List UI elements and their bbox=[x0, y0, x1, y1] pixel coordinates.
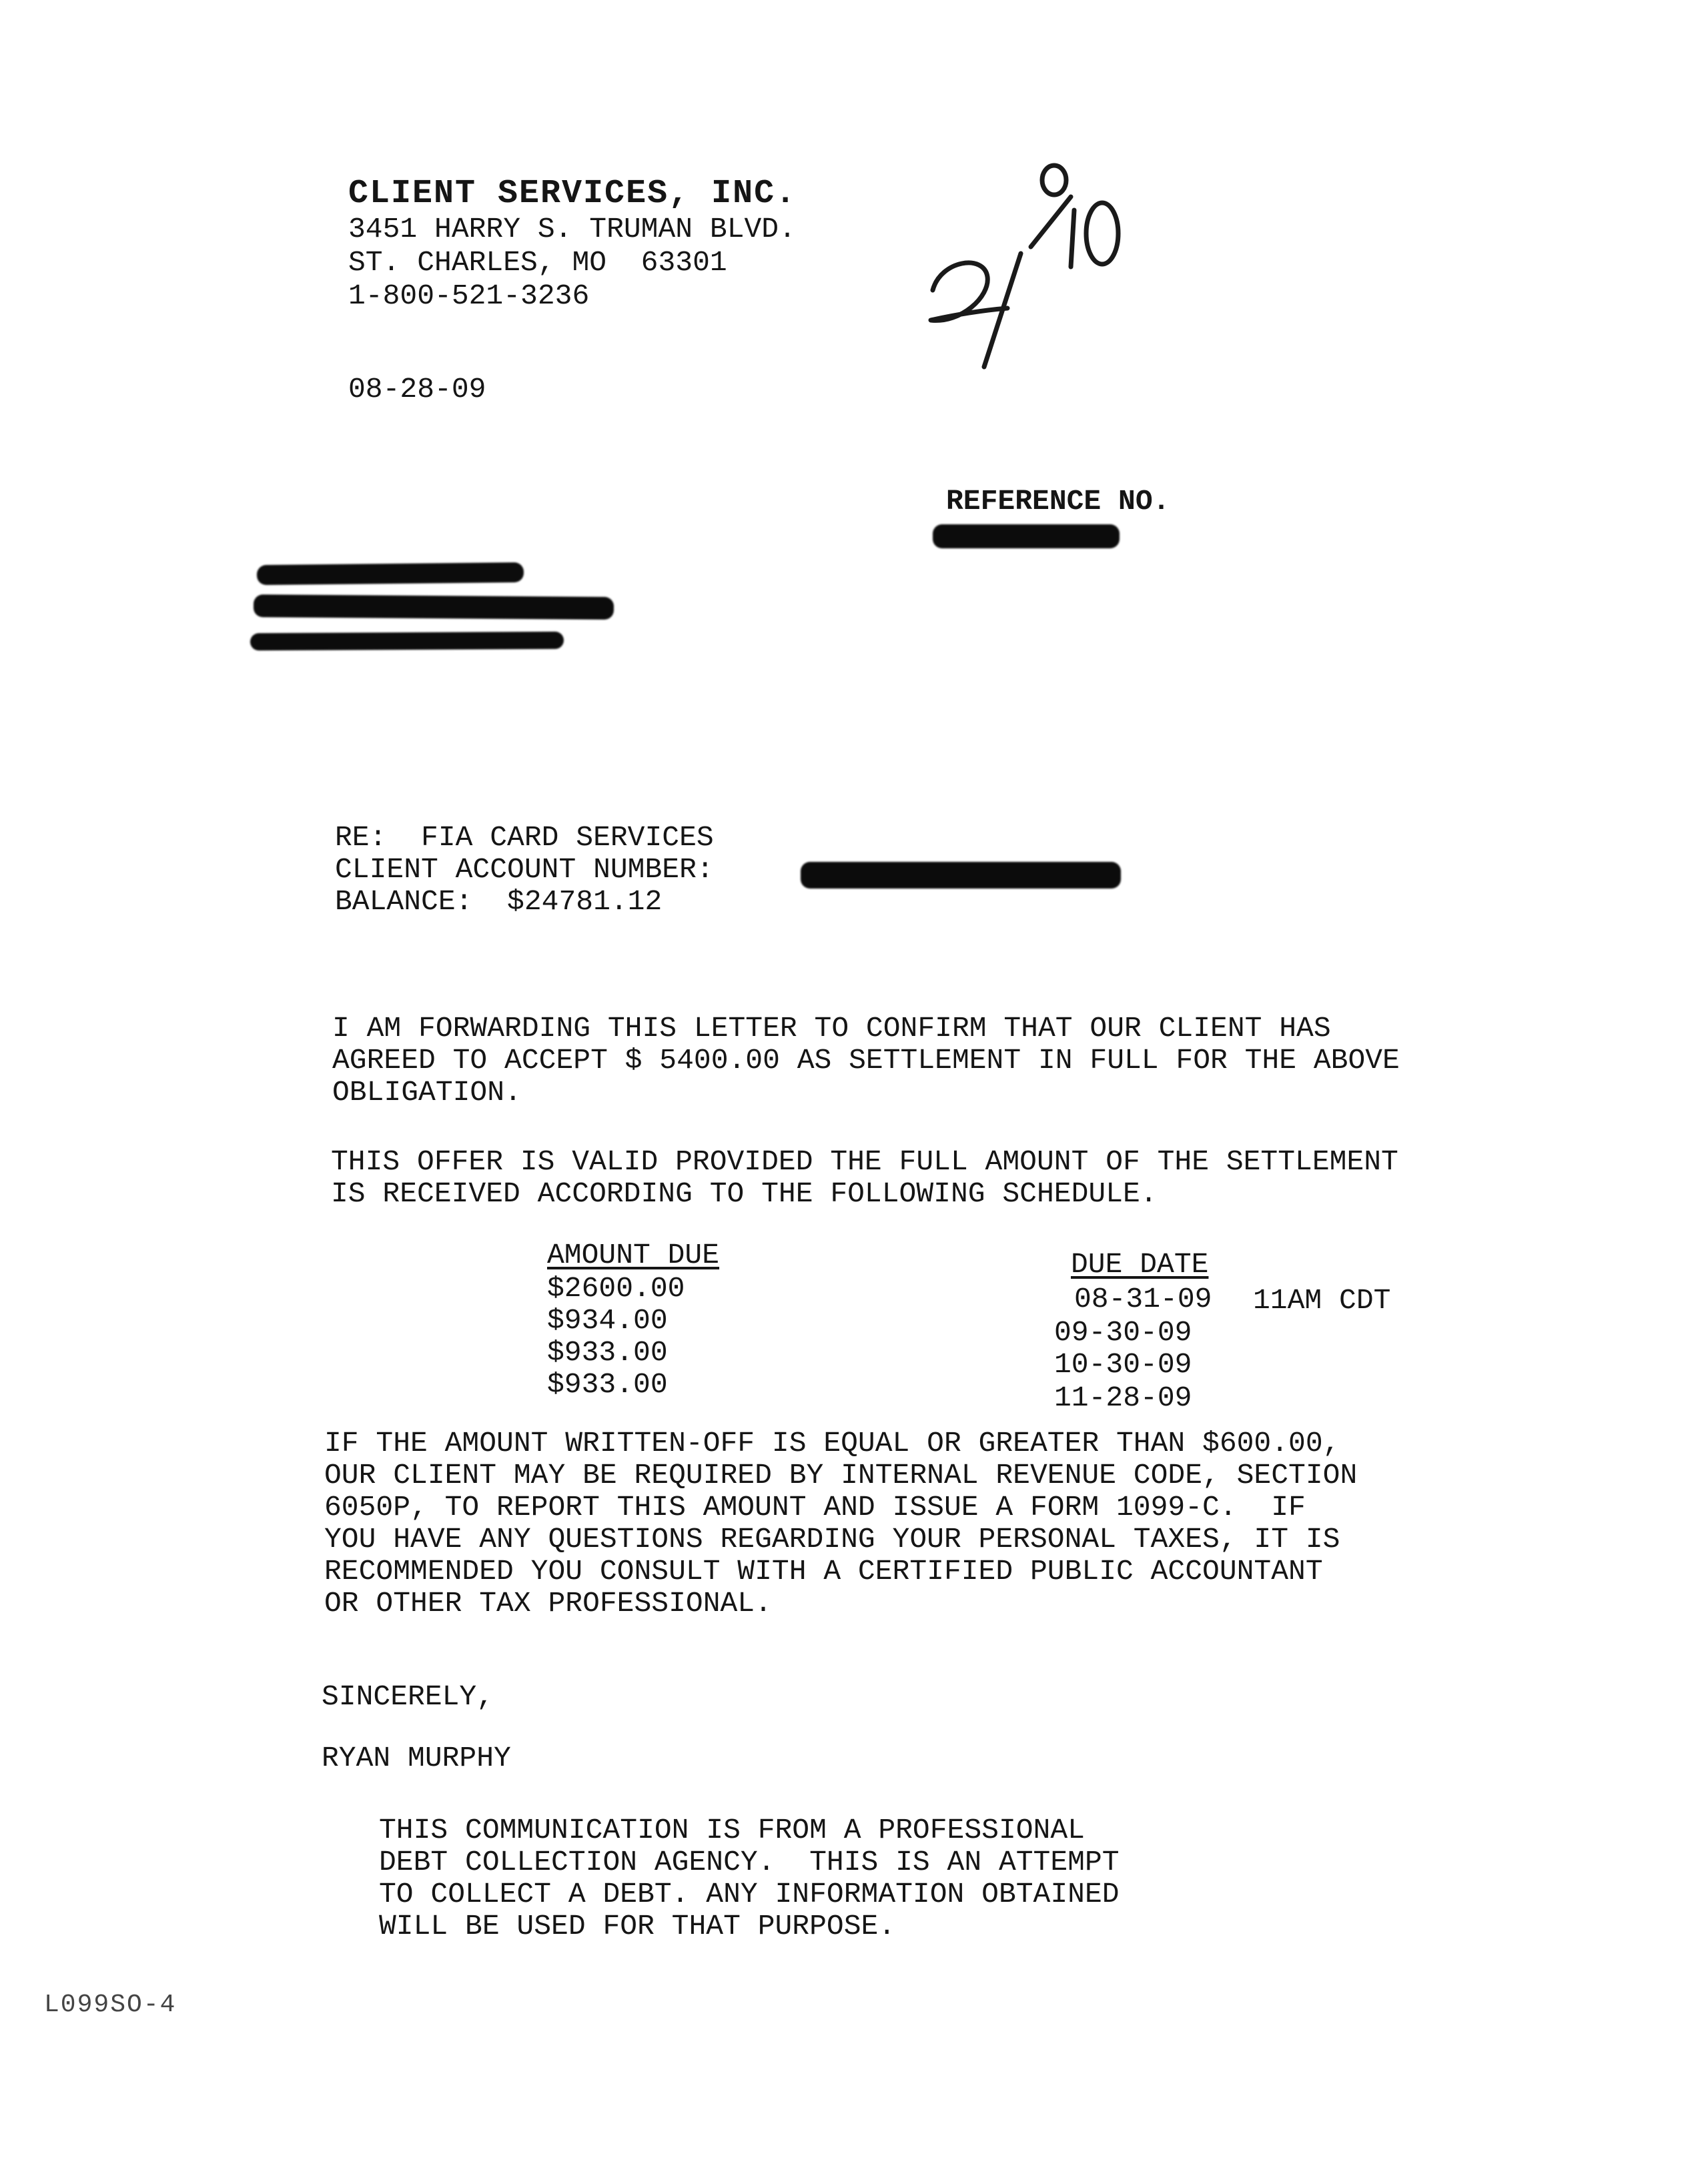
schedule-due-date: 08-31-09 bbox=[1074, 1283, 1212, 1315]
company-phone: 1-800-521-3236 bbox=[348, 280, 590, 312]
reference-label: REFERENCE NO. bbox=[946, 485, 1170, 518]
paragraph-line: OBLIGATION. bbox=[332, 1076, 522, 1109]
paragraph-line: IF THE AMOUNT WRITTEN-OFF IS EQUAL OR GREATER THAN $600.00, bbox=[324, 1427, 1340, 1460]
handwritten-note bbox=[921, 153, 1134, 374]
schedule-amount: $933.00 bbox=[547, 1368, 668, 1401]
redacted-account-number bbox=[801, 862, 1121, 889]
paragraph-line: DEBT COLLECTION AGENCY. THIS IS AN ATTEMPT bbox=[379, 1846, 1120, 1878]
company-address-line2: ST. CHARLES, MO 63301 bbox=[348, 246, 727, 279]
re-creditor: RE: FIA CARD SERVICES bbox=[335, 821, 714, 854]
amount-due-header: AMOUNT DUE bbox=[547, 1239, 720, 1271]
company-name: CLIENT SERVICES, INC. bbox=[348, 175, 797, 213]
paragraph-line: IS RECEIVED ACCORDING TO THE FOLLOWING SCHEDULE. bbox=[331, 1177, 1158, 1210]
balance-line: BALANCE: $24781.12 bbox=[335, 885, 663, 918]
offer-terms-paragraph bbox=[331, 1146, 1398, 1210]
paragraph-line: I AM FORWARDING THIS LETTER TO CONFIRM THAT OUR CLIENT HAS bbox=[332, 1012, 1331, 1045]
signer-name: RYAN MURPHY bbox=[322, 1742, 511, 1774]
schedule-due-date: 10-30-09 bbox=[1054, 1348, 1192, 1381]
paragraph-line: 6050P, TO REPORT THIS AMOUNT AND ISSUE A FORM 1099-C. IF bbox=[324, 1491, 1306, 1524]
paragraph-line: RECOMMENDED YOU CONSULT WITH A CERTIFIED PUBLIC ACCOUNTANT bbox=[324, 1555, 1323, 1588]
closing: SINCERELY, bbox=[322, 1680, 494, 1713]
paragraph-line: THIS OFFER IS VALID PROVIDED THE FULL AMOUNT OF THE SETTLEMENT bbox=[331, 1145, 1398, 1178]
paragraph-line: TO COLLECT A DEBT. ANY INFORMATION OBTAINED bbox=[379, 1878, 1120, 1911]
paragraph-line: YOU HAVE ANY QUESTIONS REGARDING YOUR PERSONAL TAXES, IT IS bbox=[324, 1523, 1340, 1556]
form-code: L099SO-4 bbox=[44, 1991, 177, 2019]
paragraph-line: OUR CLIENT MAY BE REQUIRED BY INTERNAL REVENUE CODE, SECTION bbox=[324, 1459, 1358, 1492]
redacted-recipient-line1 bbox=[257, 562, 524, 585]
client-account-label: CLIENT ACCOUNT NUMBER: bbox=[335, 853, 714, 886]
paragraph-line: WILL BE USED FOR THAT PURPOSE. bbox=[379, 1910, 896, 1943]
company-address-line1: 3451 HARRY S. TRUMAN BLVD. bbox=[348, 213, 796, 245]
schedule-due-date: 09-30-09 bbox=[1054, 1316, 1192, 1349]
debt-collection-disclaimer bbox=[379, 1814, 1120, 1943]
schedule-amount: $933.00 bbox=[547, 1336, 668, 1369]
redacted-recipient-line2 bbox=[254, 594, 614, 620]
schedule-due-date: 11-28-09 bbox=[1054, 1382, 1192, 1414]
due-date-header: DUE DATE bbox=[1071, 1248, 1209, 1281]
paragraph-line: THIS COMMUNICATION IS FROM A PROFESSIONAL bbox=[379, 1814, 1085, 1846]
confirmation-paragraph bbox=[332, 1013, 1400, 1109]
tax-notice-paragraph bbox=[324, 1428, 1357, 1620]
schedule-amount: $2600.00 bbox=[547, 1272, 685, 1305]
schedule-due-time: 11AM CDT bbox=[1253, 1284, 1391, 1317]
redacted-recipient-line3 bbox=[250, 632, 564, 650]
redacted-reference-number bbox=[933, 524, 1120, 548]
letter-date: 08-28-09 bbox=[348, 373, 486, 406]
schedule-amount: $934.00 bbox=[547, 1304, 668, 1337]
paragraph-line: OR OTHER TAX PROFESSIONAL. bbox=[324, 1587, 772, 1620]
paragraph-line: AGREED TO ACCEPT $ 5400.00 AS SETTLEMENT IN FULL FOR THE ABOVE bbox=[332, 1044, 1400, 1077]
